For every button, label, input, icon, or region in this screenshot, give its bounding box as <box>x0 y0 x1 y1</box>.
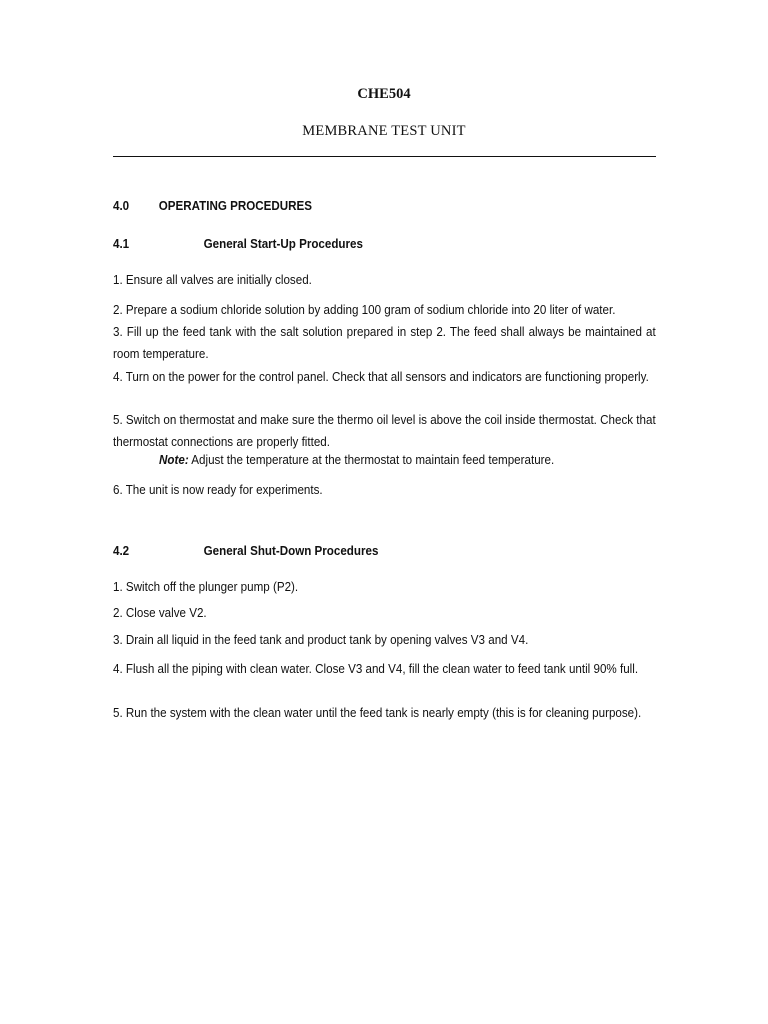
shutdown-step-3: 3. Drain all liquid in the feed tank and product tank by opening valves V3 and V4. <box>113 632 529 647</box>
section-number: 4.0 <box>113 198 130 213</box>
note-label: Note: <box>159 452 189 467</box>
section-title: OPERATING PROCEDURES <box>158 198 313 213</box>
course-code: CHE504 <box>357 86 411 102</box>
startup-step-6: 6. The unit is now ready for experiments. <box>113 482 323 497</box>
note-text: Adjust the temperature at the thermostat to maintain feed temperature. <box>188 452 555 467</box>
document-title: MEMBRANE TEST UNIT <box>302 123 466 139</box>
section-heading <box>113 198 313 213</box>
shutdown-step-4: 4. Flush all the piping with clean water. Close V3 and V4, fill the clean water to feed tank until 90% full. <box>113 661 639 676</box>
shutdown-step-5: 5. Run the system with the clean water until the feed tank is nearly empty (this is for cleaning purpose). <box>113 705 642 720</box>
startup-number: 4.1 <box>113 236 130 251</box>
shutdown-title: General Shut-Down Procedures <box>203 543 379 558</box>
shutdown-heading <box>113 543 379 558</box>
startup-heading <box>113 236 363 251</box>
startup-step-5: 5. Switch on thermostat and make sure the thermo oil level is above the coil inside thermostat. Check that thermostat connections are properly fitted. <box>113 412 656 449</box>
startup-step-1: 1. Ensure all valves are initially closed. <box>113 272 312 287</box>
header-divider <box>113 156 656 157</box>
shutdown-number: 4.2 <box>113 543 130 558</box>
startup-step-4: 4. Turn on the power for the control panel. Check that all sensors and indicators are functioning properly. <box>113 369 649 384</box>
startup-step-2: 2. Prepare a sodium chloride solution by adding 100 gram of sodium chloride into 20 liter of water. <box>113 302 616 317</box>
startup-step-3: 3. Fill up the feed tank with the salt solution prepared in step 2. The feed shall always be maintained at room temperature. <box>113 324 656 361</box>
shutdown-step-1: 1. Switch off the plunger pump (P2). <box>113 579 299 594</box>
startup-title: General Start-Up Procedures <box>203 236 363 251</box>
startup-note <box>159 452 554 467</box>
shutdown-step-2: 2. Close valve V2. <box>113 605 207 620</box>
